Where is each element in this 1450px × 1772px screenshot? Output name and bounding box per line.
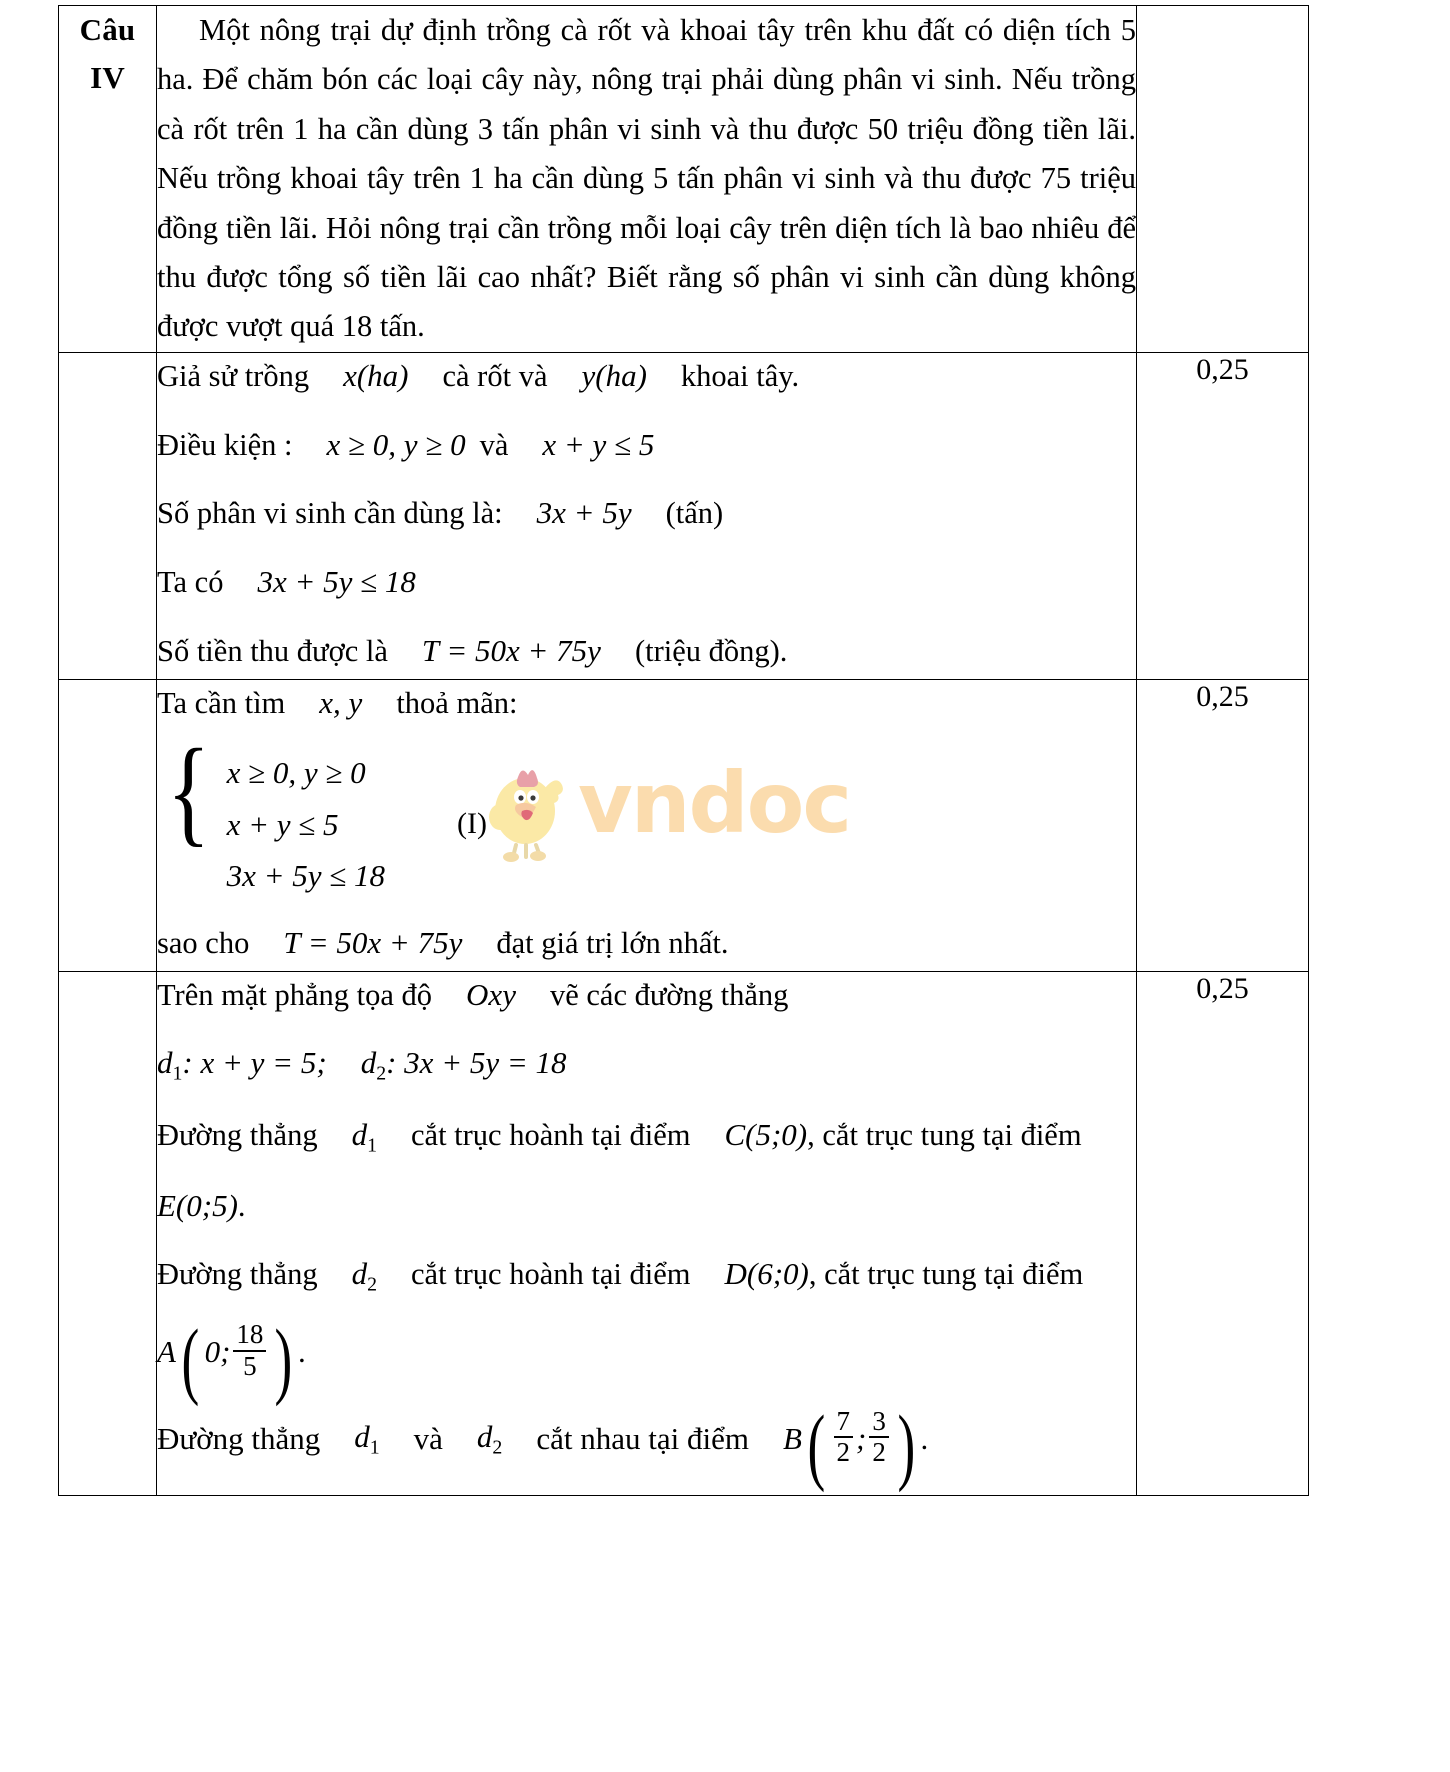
point-A-denominator: 5 [233,1350,266,1381]
graph-line-d2-intercepts [157,1251,1136,1300]
plane-post: vẽ các đường thẳng [549,977,789,1012]
point-B-separator: ; [856,1420,867,1456]
condition-sum: x + y ≤ 5 [542,426,655,462]
setup-line-profit [157,628,1136,675]
condition-nonneg: x ≥ 0, y ≥ 0 [326,426,466,462]
point-B-y-numerator: 3 [872,1405,886,1436]
objective-post: đạt giá trị lớn nhất. [496,925,729,960]
watermark-text: vndoc [578,754,851,852]
d1-ref-symbol [351,1116,377,1156]
d1-intercept-post: , cắt trục tung tại điểm [807,1117,1082,1152]
d1-ref-letter: d [351,1116,368,1152]
graph-line-point-E [157,1183,1136,1230]
graph-line-d1-intercepts [157,1112,1136,1161]
system-objective-line [157,920,1136,967]
inequality-system [167,724,1136,894]
point-B-label: B [782,1420,802,1456]
d1-intercept-mid: cắt trục hoành tại điểm [411,1117,691,1152]
setup-line-fertilizer [157,490,1136,537]
system-intro-vars: x, y [319,684,363,720]
fertilizer-label: Số phân vi sinh cần dùng là: [157,496,503,531]
point-B-period: . [920,1420,929,1456]
table-row-system [59,679,1448,971]
setup-assume-pre: Giả sử trồng [157,358,310,393]
fertilizer-expression: 3x + 5y [536,495,632,531]
setup-assume-mid: cà rốt và [442,358,548,393]
point-B-fraction-y [869,1407,889,1467]
empty-label-cell-setup [59,352,157,679]
point-B-x-numerator: 7 [836,1405,851,1436]
intersection-d1-subscript: 1 [369,1436,380,1459]
table-row-graph [59,971,1448,1495]
question-label-cell [59,6,157,353]
point-A-numerator: 18 [236,1319,264,1350]
system-cell [157,679,1137,971]
d2-ref-letter: d [351,1256,368,1292]
d1-letter: d [157,1045,173,1081]
profit-expression: T = 50x + 75y [421,632,601,668]
intersection-d2-symbol [477,1414,502,1463]
right-margin-pad [1309,6,1448,353]
right-margin-pad-3 [1309,679,1448,971]
point-A-label: A [157,1334,176,1370]
objective-pre: sao cho [157,925,250,960]
system-intro-post: thoả mãn: [396,685,518,720]
constraint-inequality: 3x + 5y ≤ 18 [257,564,416,600]
intersection-mid: cắt nhau tại điểm [536,1420,749,1456]
table-row-problem [59,6,1448,353]
graph-cell [157,971,1137,1495]
point-C: C(5;0) [724,1116,808,1152]
d2-ref-symbol [351,1256,377,1296]
d2-subscript: 2 [376,1062,387,1085]
intersection-pre: Đường thẳng [157,1420,321,1456]
point-D: D(6;0) [724,1256,809,1292]
intersection-d2-subscript: 2 [492,1436,503,1459]
d2-ref-subscript: 2 [367,1273,377,1296]
graph-line-plane [157,972,1136,1019]
score-cell-system: 0,25 [1137,679,1309,971]
point-A-period: . [298,1334,306,1370]
problem-statement-text: Một nông trại dự định trồng cà rốt và khoai tây trên khu đất có diện tích 5 ha. Để chăm bón các loại cây này, nông trại phải dùng phân vi sinh. Nếu trồng cà rốt trên 1 ha cần dùng 3 tấn phân vi sinh và thu được 50 triệu đồng tiền lãi. Nếu trồng khoai tây trên 1 ha cần dùng 5 tấn phân vi sinh và thu được 75 triệu đồng tiền lãi. Hỏi nông trại cần trồng mỗi loại cây trên diện tích là bao nhiêu để thu được tổng số tiền lãi cao nhất? Biết rằng số phân vi sinh cần dùng không được vượt quá 18 tấn. [157,13,1136,344]
point-A-fraction [233,1320,266,1380]
profit-unit: (triệu đồng). [634,633,788,668]
system-intro-line [157,680,1136,727]
condition-conj: và [479,427,509,462]
d2-intercept-mid: cắt trục hoành tại điểm [411,1257,691,1292]
condition-label: Điều kiện : [157,427,293,462]
line-d1-equation: : x + y = 5; [182,1045,327,1081]
intersection-and: và [413,1420,443,1456]
score-cell-graph: 0,25 [1137,971,1309,1495]
document-page [0,5,1450,1772]
system-tag: (I) [457,807,487,841]
point-A-x: 0; [204,1334,231,1370]
setup-assume-post: khoai tây. [680,358,800,393]
point-B-fraction-x [834,1407,854,1467]
plane-pre: Trên mặt phẳng tọa độ [157,977,433,1012]
graph-line-point-A: A ( 0; $\frac{18}{5}$ ) . [157,1310,306,1407]
d2-intercept-pre: Đường thẳng [157,1257,318,1292]
objective-function: T = 50x + 75y [283,924,463,960]
setup-line-assume [157,353,1136,400]
point-B-x-denominator: 2 [834,1436,854,1467]
problem-statement-cell [157,6,1137,353]
d2-letter: d [360,1045,377,1081]
setup-line-condition [157,422,1136,469]
line-d2-equation: : 3x + 5y = 18 [386,1045,567,1081]
d2-intercept-post: , cắt trục tung tại điểm [808,1257,1084,1292]
point-B-y-denominator: 2 [869,1436,889,1467]
answer-key-table [58,5,1448,1496]
d1-ref-subscript: 1 [367,1133,377,1156]
graph-line-intersection-B: Đường thẳng $d_1$ và $d_2$ cắt nhau tại điểm B ( $\frac{7}{2}$ ; $\frac{3}{2}$ ) . [157,1396,929,1493]
line-d2-symbol [360,1045,387,1085]
right-margin-pad-4 [1309,971,1448,1495]
intersection-d2-letter: d [476,1419,493,1455]
system-intro-pre: Ta cần tìm [157,685,286,720]
system-row-2: x + y ≤ 5 [226,806,339,842]
line-d1-symbol [157,1045,183,1085]
setup-cell [157,352,1137,679]
point-E-period: . [237,1188,246,1223]
empty-label-cell-system [59,679,157,971]
setup-line-constraint [157,559,1136,606]
plane-oxy: Oxy [466,976,516,1012]
system-rows [227,748,385,894]
intersection-d1-letter: d [354,1419,370,1455]
question-label-line2: IV [90,60,125,96]
d1-subscript: 1 [172,1062,183,1085]
left-brace-icon: { [167,724,211,858]
setup-var-x-ha: x(ha) [343,357,409,393]
system-row-1: x ≥ 0, y ≥ 0 [226,755,366,791]
right-margin-pad-2 [1309,352,1448,679]
score-cell-problem [1137,6,1309,353]
setup-var-y-ha: y(ha) [581,357,647,393]
intersection-d1-symbol [354,1414,379,1463]
score-cell-setup: 0,25 [1137,352,1309,679]
point-E: E(0;5) [157,1187,238,1223]
question-label-line1: Câu [79,12,136,47]
profit-label: Số tiền thu được là [157,633,388,668]
d1-intercept-pre: Đường thẳng [157,1117,318,1152]
table-row-setup [59,352,1448,679]
constraint-label: Ta có [157,565,224,600]
empty-label-cell-graph [59,971,157,1495]
system-row-3: 3x + 5y ≤ 18 [226,857,386,893]
fertilizer-unit: (tấn) [665,496,724,531]
graph-line-equations [157,1040,1136,1089]
